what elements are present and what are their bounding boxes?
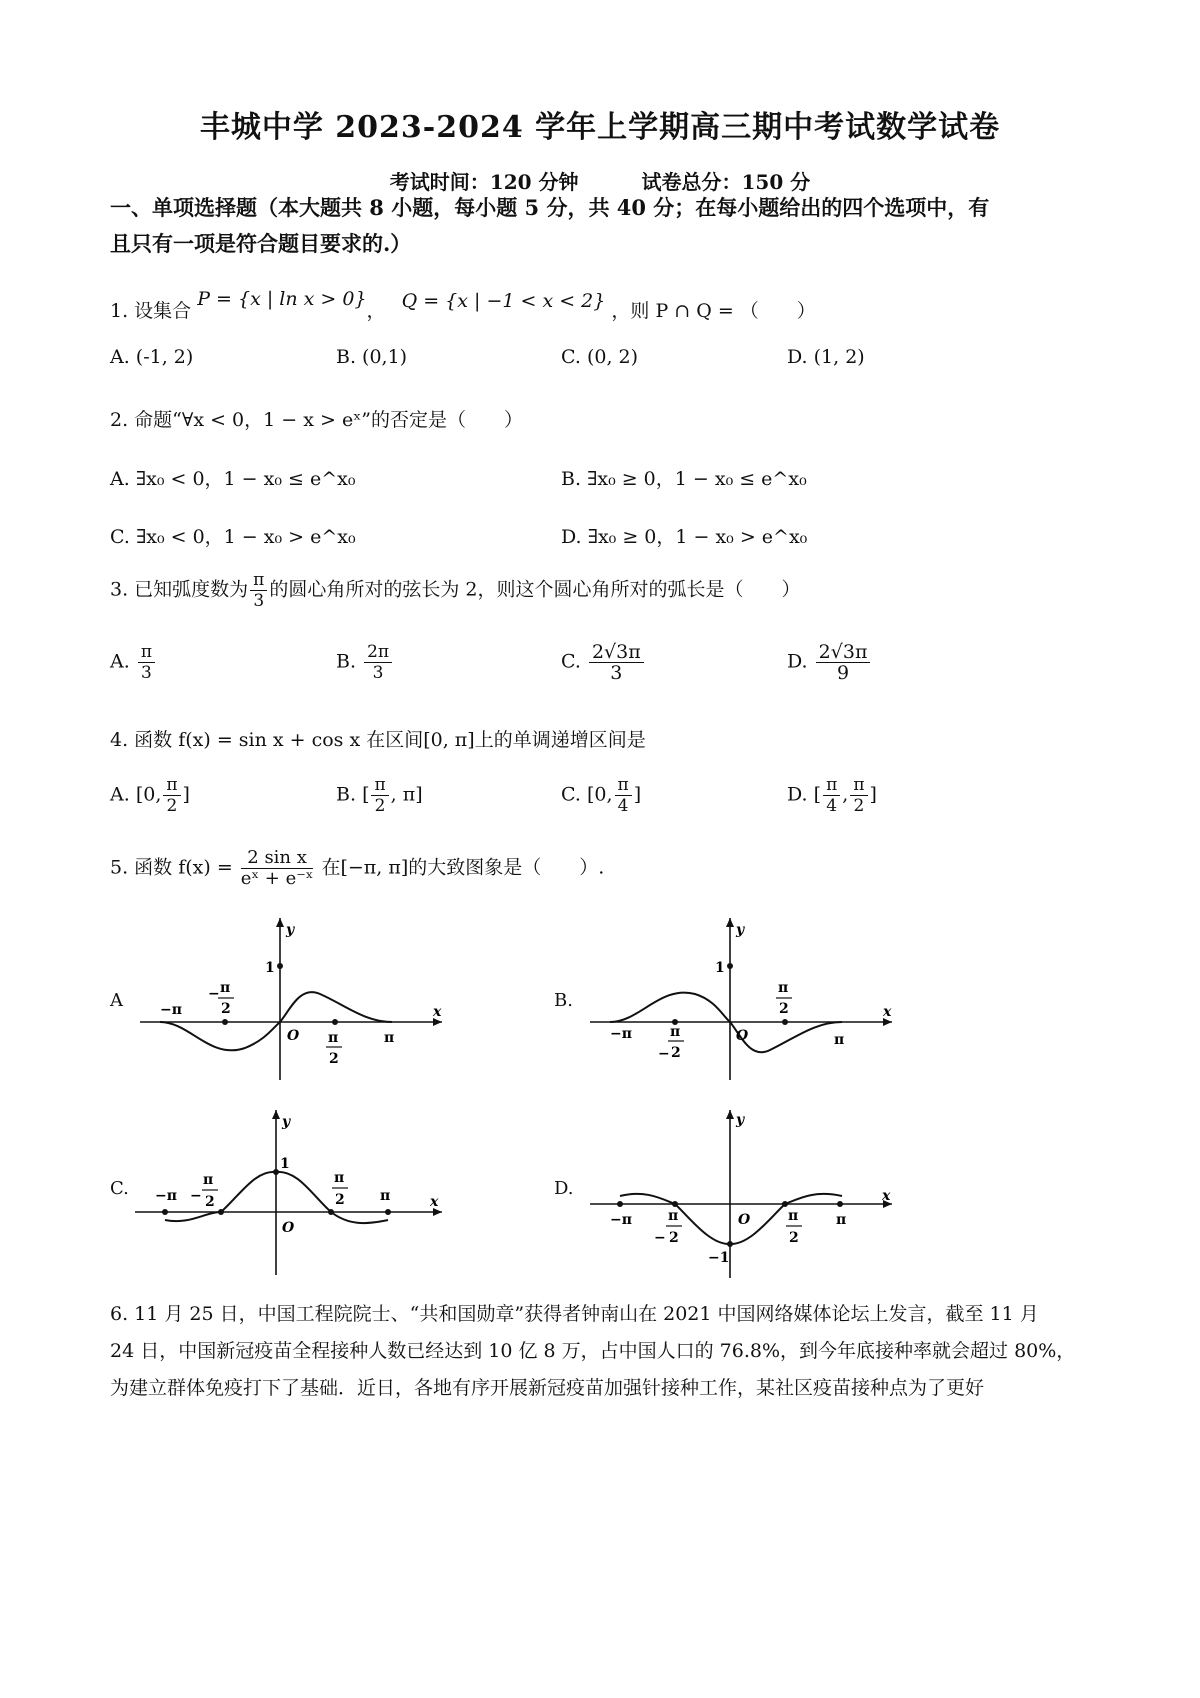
graph-b (580, 910, 900, 1085)
svg-text:−: − (658, 1046, 670, 1062)
svg-text:−π: −π (160, 1002, 182, 1018)
question-3-option-a: A. $\frac{\pi}{3}$ (110, 642, 157, 683)
svg-text:2: 2 (779, 1001, 789, 1017)
svg-text:1: 1 (715, 960, 725, 976)
exam-title: 丰城中学 2023-2024 学年上学期高三期中考试数学试卷 (199, 110, 1001, 145)
question-1-option-a: A. (‑1, 2) (110, 346, 194, 368)
graph-b-label: B. (554, 990, 573, 1011)
svg-text:y: y (736, 1112, 745, 1128)
svg-text:y: y (736, 922, 745, 938)
svg-text:π: π (380, 1188, 391, 1204)
svg-text:π: π (668, 1208, 679, 1224)
section-heading-line2: 且只有一项是符合题目要求的.） (110, 231, 412, 256)
svg-text:x: x (883, 1004, 892, 1020)
svg-text:2: 2 (335, 1192, 345, 1208)
svg-text:y: y (282, 1114, 291, 1130)
svg-text:π: π (203, 1172, 214, 1188)
svg-text:−: − (190, 1188, 202, 1204)
svg-text:2: 2 (205, 1194, 215, 1210)
svg-text:2: 2 (789, 1230, 799, 1246)
svg-text:−π: −π (155, 1188, 177, 1204)
svg-text:y: y (286, 922, 295, 938)
question-2-option-b: B. ∃x₀ ≥ 0，1 − x₀ ≤ e^x₀ (561, 468, 807, 490)
svg-text:π: π (836, 1212, 847, 1228)
svg-text:π: π (670, 1024, 681, 1040)
graph-c (130, 1100, 450, 1280)
svg-text:O: O (287, 1028, 300, 1044)
svg-text:O: O (738, 1212, 751, 1228)
svg-text:O: O (282, 1220, 295, 1236)
svg-text:2: 2 (671, 1045, 681, 1061)
svg-text:2: 2 (669, 1230, 679, 1246)
exam-total-score: 试卷总分：150 分 (641, 170, 811, 194)
question-6-line3: 为建立群体免疫打下了基础．近日，各地有序开展新冠疫苗加强针接种工作，某社区疫苗接种点为了更好 (110, 1377, 985, 1399)
question-2-option-d: D. ∃x₀ ≥ 0，1 − x₀ > e^x₀ (561, 526, 808, 548)
question-2-option-a: A. ∃x₀ < 0，1 − x₀ ≤ e^x₀ (110, 468, 356, 490)
set-q: Q = {x | −1 < x < 2} (401, 290, 606, 312)
svg-text:−π: −π (610, 1212, 632, 1228)
exam-time: 考试时间：120 分钟 (389, 170, 579, 194)
section-heading (110, 190, 1100, 262)
svg-text:x: x (882, 1188, 891, 1204)
angle-fraction: $\frac{\pi}{3}$ (250, 570, 267, 611)
svg-text:−1: −1 (708, 1250, 730, 1266)
question-3-stem: 3. 已知弧度数为 $\frac{\pi}{3}$ 的圆心角所对的弦长为 2，则这个圆心角所对的弧长是（ ） (110, 570, 801, 611)
question-6-line1: 6. 11 月 25 日，中国工程院院士、“共和国勋章”获得者钟南山在 2021 中国网络媒体论坛上发言，截至 11 月 (110, 1303, 1039, 1325)
set-p: P = {x | ln x > 0} (197, 288, 367, 310)
graph-a (130, 910, 450, 1085)
question-4-option-c: C. [0, $\frac{\pi}{4}$ ] (561, 775, 642, 816)
svg-text:x: x (433, 1004, 442, 1020)
graph-c-label: C. (110, 1178, 129, 1199)
svg-text:1: 1 (265, 960, 275, 976)
question-6-line2: 24 日，中国新冠疫苗全程接种人数已经达到 10 亿 8 万，占中国人口的 76.8%，到今年底接种率就会超过 80%， (110, 1340, 1076, 1362)
svg-text:π: π (328, 1030, 339, 1046)
graph-a-label: A (110, 990, 123, 1011)
svg-text:π: π (384, 1030, 395, 1046)
graph-d-label: D. (554, 1178, 574, 1199)
question-1-option-b: B. (0,1) (336, 346, 408, 368)
question-4-stem: 4. 函数 f(x) = sin x + cos x 在区间[0, π]上的单调递增区间是 (110, 729, 646, 751)
section-heading-line1: 一、单项选择题（本大题共 8 小题，每小题 5 分，共 40 分；在每小题给出的四个选项中，有 (110, 195, 990, 220)
svg-text:π: π (334, 1170, 345, 1186)
question-3-option-c: C. $\frac{2√3\pi}{3}$ (561, 642, 646, 683)
question-4-option-a: A. [0, $\frac{\pi}{2}$ ] (110, 775, 190, 816)
question-4-option-b: B. [ $\frac{\pi}{2}$ , π] (336, 775, 423, 816)
svg-text:x: x (430, 1194, 439, 1210)
question-6-text (110, 1296, 1100, 1407)
svg-text:π: π (834, 1032, 845, 1048)
svg-text:π: π (220, 980, 231, 996)
question-3-option-b: B. $\frac{2\pi}{3}$ (336, 642, 394, 683)
question-4-option-d: D. [ $\frac{\pi}{4}$ , $\frac{\pi}{2}$ ] (787, 775, 877, 816)
question-5-stem: 5. 函数 f(x) = $\frac{\text{2 sin x}}{\text{eˣ + e⁻ˣ}}$ 在[−π, π]的大致图象是（ ）. (110, 847, 605, 889)
question-1-option-d: D. (1, 2) (787, 346, 865, 368)
question-3-option-d: D. $\frac{2√3\pi}{9}$ (787, 642, 872, 683)
svg-text:−: − (654, 1230, 666, 1246)
question-1-option-c: C. (0, 2) (561, 346, 639, 368)
question-1-stem: 1. 设集合 P = {x | ln x > 0}， Q = {x | −1 < x < 2} ，则 P ∩ Q = （ ） (110, 288, 816, 322)
svg-text:1: 1 (280, 1156, 290, 1172)
graph-d (580, 1100, 900, 1280)
question-2-stem: 2. 命题“∀x < 0，1 − x > eˣ”的否定是（ ） (110, 409, 523, 431)
svg-text:2: 2 (221, 1001, 231, 1017)
svg-text:O: O (736, 1028, 749, 1044)
svg-text:π: π (778, 980, 789, 996)
svg-text:π: π (788, 1208, 799, 1224)
question-2-option-c: C. ∃x₀ < 0，1 − x₀ > e^x₀ (110, 526, 356, 548)
svg-text:−π: −π (610, 1026, 632, 1042)
svg-text:−: − (208, 986, 220, 1002)
svg-text:2: 2 (329, 1051, 339, 1067)
